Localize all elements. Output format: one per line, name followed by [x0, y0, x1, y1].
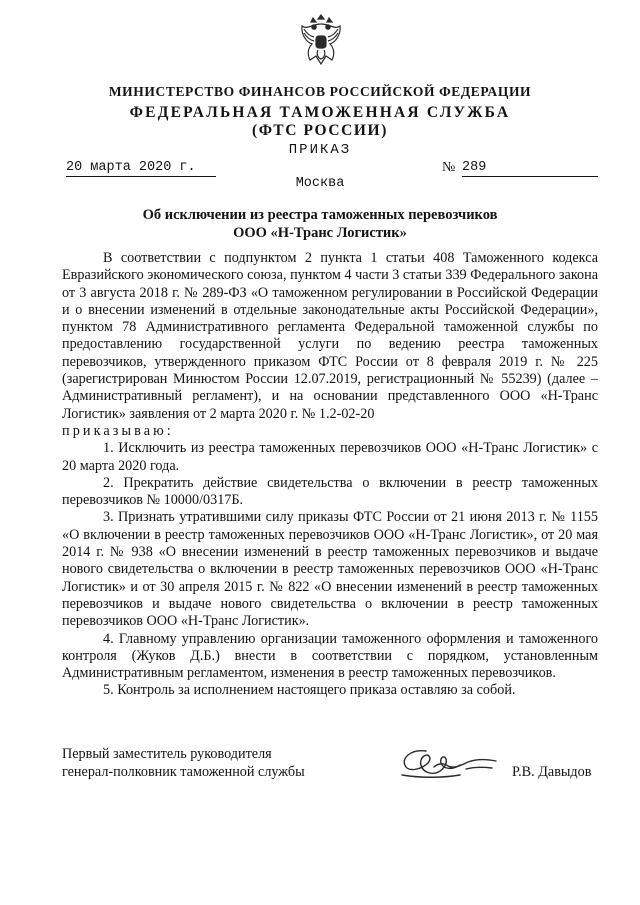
document-title-line1: Об исключении из реестра таможенных перевозчиков: [142, 207, 498, 223]
document-type: ПРИКАЗ: [288, 142, 352, 158]
document-title-line2: ООО «Н-Транс Логистик»: [233, 225, 407, 241]
signatory-name: Р.В. Давыдов: [512, 764, 592, 780]
order-item-4: 4. Главному управлению организации таможенного оформления и таможенного контроля (Жуков Д.Б.) внести в соответствии с порядком, установленным Административным регламентом, изменения в реестр таможенных перевозчиков.: [62, 630, 598, 682]
signatory-position-line2: генерал-полковник таможенной службы: [62, 763, 305, 780]
order-date: 20 марта 2020 г.: [66, 160, 216, 177]
signatory-position-line1: Первый заместитель руководителя: [62, 746, 272, 762]
order-item-3: 3. Признать утратившими силу приказы ФТС России от 21 июня 2013 г. № 1155 «О включении в реестр таможенных перевозчиков ООО «Н-Транс Логистик», от 20 мая 2014 г. № 938 «О внесении изменений в реестр таможенных перевозчиков и выдаче нового свидетельства о включении в реестр таможенных перевозчиков ООО «Н-Транс Логистик» и от 30 апреля 2015 г. № 822 «О внесении изменений в реестр таможенных перевозчиков и выдаче нового свидетельства о включении в реестр таможенных перевозчиков ООО «Н-Транс Логистик».: [62, 509, 598, 630]
preamble-paragraph: В соответствии с подпунктом 2 пункта 1 статьи 408 Таможенного кодекса Евразийского экономического союза, пунктом 4 части 3 статьи 339 Федерального закона от 3 августа 2018 г. № 289-ФЗ «О таможенном регулировании в Российской Федерации и о внесении изменений в отдельные законодательные акты Российской Федерации», пунктом 78 Административного регламента Федеральной таможенной службы по предоставлению государственной услуги по ведению реестра таможенных перевозчиков, утвержденного приказом ФТС России от 8 февраля 2019 г. № 225 (зарегистрирован Минюстом России 12.07.2019, регистрационный № 55239) (далее – Административный регламент), и на основании представленного ООО «Н-Транс Логистик» заявления от 2 марта 2020 г. № 1.2-02-20: [62, 250, 598, 422]
order-item-1: 1. Исключить из реестра таможенных перевозчиков ООО «Н-Транс Логистик» с 20 марта 2020 года.: [62, 440, 598, 474]
order-item-5: 5. Контроль за исполнением настоящего приказа оставляю за собой.: [103, 682, 516, 699]
coat-of-arms-icon: [298, 12, 344, 68]
service-short-heading: (ФТС РОССИИ): [252, 122, 388, 139]
ministry-heading: МИНИСТЕРСТВО ФИНАНСОВ РОССИЙСКОЙ ФЕДЕРАЦИИ: [108, 84, 532, 99]
signatory-position: [62, 746, 305, 781]
order-word: приказываю:: [62, 422, 174, 439]
signature-icon: [396, 745, 500, 783]
city: Москва: [295, 176, 345, 191]
number-sign: №: [442, 160, 456, 175]
document-body: [62, 250, 598, 700]
order-number: 289: [462, 160, 598, 177]
order-number-field: [442, 160, 598, 177]
service-heading: ФЕДЕРАЛЬНАЯ ТАМОЖЕННАЯ СЛУЖБА: [129, 104, 511, 121]
order-item-2: 2. Прекратить действие свидетельства о включении в реестр таможенных перевозчиков № 10000/0317Б.: [62, 474, 598, 509]
